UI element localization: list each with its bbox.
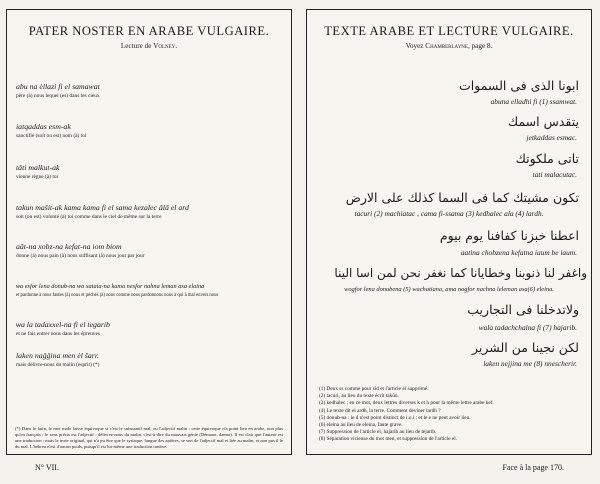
verse-line-3 (16, 163, 285, 181)
arabic-line-6: واغفر لنا ذنوبنا وخطايانا كما نغفر نحن لمن اسا الينا (334, 266, 587, 280)
french-gloss: et ne fais entrer nous dans les épreuves (16, 331, 100, 337)
transliteration: takun maŝit-ak kama kama fi el sama kezalec âlâ el ard (16, 203, 189, 212)
subtitle-suffix: , page 8. (467, 42, 493, 50)
verse-line-5 (16, 242, 285, 260)
french-gloss: père (à) nous lequel (es) dans les cieux (16, 93, 100, 99)
arabic-line-2: يتقدس اسمك (507, 114, 579, 129)
subtitle-author: Chamberlayne (425, 42, 468, 50)
footnote: (*) Dans le latin, le mot malo laisse équivoque si c'est le substantif mal, ou l'adjectif malin : cette équivoque n'a point lieu en arabe, non plus qu'en français ; le sens précis est l'adjectif : délivrez-nous du malin, c'est-à-dire du mauvais génie (Démone, dæmo). Il est clair que l'auteur est une traduction ; mais le texte original, qui n'a pu être que le syriaque, langue des apôtres, se sert de l'adjectif mal et liée au malin, et non pas il le du mal. L'hébreu n'est d'aucun poids, puisqu'il est lui-même une traduction tardive. (15, 426, 283, 449)
left-page-subtitle (7, 42, 291, 50)
arabic-line-4: تكون مشيتك كما فى السما كذلك على الارض (345, 190, 579, 205)
french-gloss: vienne règne (à) toi (16, 174, 59, 180)
french-gloss: donne (à) nous pain (à) nous suffisant (à) nous jour par jour (16, 253, 145, 259)
french-gloss: sanctifié (soit ou est) nom (à) toi (16, 133, 87, 139)
french-gloss: soit (ou est) volonté (à) toi comme dans le ciel de même sur la terre (16, 214, 162, 220)
transliteration: tâti malkut-ak (16, 163, 60, 172)
verse-line-8 (16, 351, 285, 369)
arabic-transliteration-7: wala tadachchalna fi (7) hajarib. (478, 323, 577, 332)
arabic-transliteration-6: wogfor lena donubena (5) wachatiana, ama nogfor nachna leleman asa(6) eleina. (344, 286, 554, 293)
arabic-line-1: ابونا الذى فى السموات (459, 78, 579, 93)
transliteration: laken naǧǧina men èl šarr. (16, 351, 99, 360)
transliteration: abu na èllazi fi el samawat (16, 82, 100, 91)
left-page-title: PATER NOSTER EN ARABE VULGAIRE. (28, 24, 270, 38)
verse-line-6 (16, 282, 285, 300)
french-gloss: et pardonne à nous fautes (à) nous et péchés (à) nous comme nous pardonnons nous à qui à mal envers nous (16, 293, 219, 298)
note: (6) eleina au lieu de eleina, faute grave. (319, 422, 403, 429)
note: (8) Séparation vicieuse du mot men, et suppression de l'article el. (319, 436, 458, 443)
verse-line-1 (16, 82, 285, 100)
arabic-transliteration-4: tacuri (2) machiatac , cama fi-ssama (3) kedhalec ala (4) lardh. (354, 209, 544, 218)
arabic-transliteration-1: abuna elladhi fi (1) ssamwat. (490, 97, 577, 106)
verse-line-4 (16, 203, 285, 221)
transliteration: ѡa esfor lena donub-na ѡa xataia-na kama nesfor nahna leman asa elaina (16, 283, 205, 290)
note: (5) donub-na : le d n'est point distinct de i.o.i ; et le e ne peut avoir lieu. (319, 414, 471, 421)
arabic-transliteration-3: tati malacutac. (532, 170, 577, 179)
subtitle-prefix: Voyez (405, 42, 424, 50)
arabic-transliteration-2: jetkaddas esmac. (526, 133, 577, 142)
note: (4) Le texte dit el ardh, la terre. Comment deviner lardh ? (319, 407, 441, 414)
verse-line-7 (16, 320, 285, 338)
note: (2) tacuri, au lieu du texte écrit takûn. (319, 393, 399, 400)
arabic-line-8: لكن نجينا من الشرير (472, 340, 579, 355)
arabic-transliteration-8: laken nejjina me (8) nnescherir. (483, 359, 577, 368)
arabic-line-7: ولاتدخلنا فى التجاريب (467, 302, 579, 317)
subtitle-prefix: Lecture de (120, 42, 152, 50)
right-page (306, 9, 592, 455)
arabic-transliteration-5: aatina chobzena kefatna iaum be iaum. (460, 248, 577, 257)
arabic-line-3: تاتى ملكوتك (515, 151, 579, 166)
french-gloss: mais délivre-nous du malin (esprit) (*) (16, 362, 100, 368)
verse-line-2 (16, 122, 285, 140)
left-page (6, 9, 292, 455)
transliteration: aât-na xobz-na kefat-na iom biom (16, 242, 122, 251)
note: (7) Suppression de l'article el, hajarib au lieu de tejarib. (319, 429, 437, 436)
right-page-subtitle (307, 42, 591, 50)
arabic-line-5: اعطنا خبزنا كفافنا يوم بيوم (439, 228, 579, 243)
note: (3) kedhalec ; en ce mot, deux lettres diverses k et h pour la même lettre arabe kef. (319, 400, 494, 407)
plate-number: N° VII. (35, 463, 59, 472)
subtitle-author: Volney. (153, 42, 178, 50)
right-page-title: TEXTE ARABE ET LECTURE VULGAIRE. (324, 24, 574, 38)
transliteration: ѡa la tadaxxel-na fi el tegarib (16, 320, 110, 329)
notes-list (319, 386, 583, 444)
note: (1) Deux ss comme pour sîd et l'article el supprimé. (319, 386, 429, 392)
page-reference: Face à la page 170. (502, 463, 564, 472)
transliteration: iatqaddas esm-ak (16, 122, 71, 131)
